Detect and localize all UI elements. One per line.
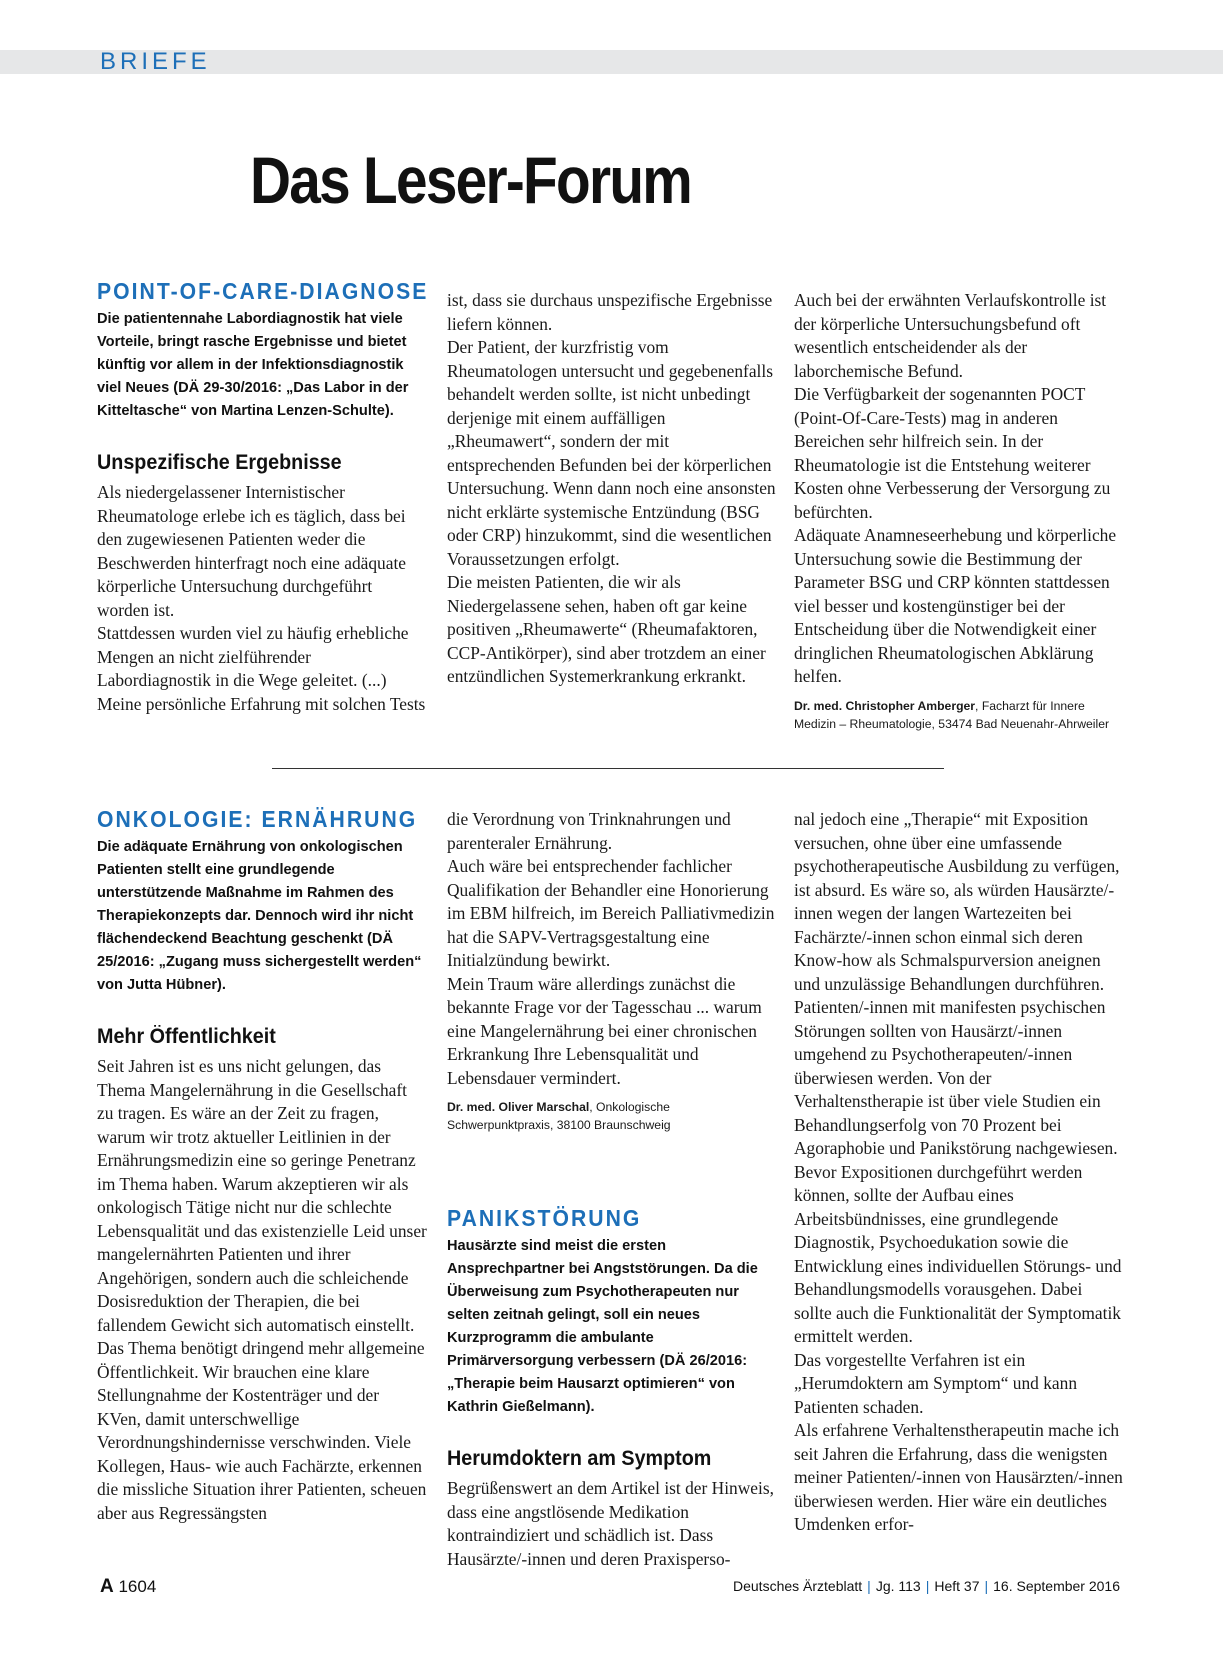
paragraph: die Verordnung von Trinknahrungen und parenteraler Ernährung. xyxy=(447,809,731,853)
article-3-subhead: Herumdoktern am Symptom xyxy=(447,1447,712,1470)
paragraph: Auch wäre bei entsprechender fachlicher Qualifikation der Behandler eine Honorierung im EBM hilfreich, im Bereich Palliativmedizin hat die SAPV-Vertragsgestaltung eine Initialzündung bewirkt. xyxy=(447,856,775,970)
article-3-column-3 xyxy=(794,808,1124,1537)
journal-name: Deutsches Ärzteblatt xyxy=(733,1578,863,1594)
article-2-column-1 xyxy=(97,804,427,1525)
page-number xyxy=(100,1576,156,1598)
article-2-intro: Die adäquate Ernährung von onkologischen Patienten stellt eine grundlegende unterstützende Maßnahme im Rahmen des Therapiekonzepts dar. Dennoch wird ihr nicht flächendeckend Beachtung geschenkt (DÄ 25/2016: „Zugang muss sichergestellt werden“ von Jutta Hübner). xyxy=(97,839,422,993)
article-1-intro: Die patientennahe Labordiagnostik hat viele Vorteile, bringt rasche Ergebnisse und bietet künftig vor allem in der Infektionsdiagnostik viel Neues (DÄ 29-30/2016: „Das Labor in der Kitteltasche“ von Martina Lenzen-Schulte). xyxy=(97,311,409,419)
signature-name: Dr. med. Oliver Marschal xyxy=(447,1100,590,1114)
paragraph: Als erfahrene Verhaltenstherapeutin mache ich seit Jahren die Erfahrung, dass die wenigsten meiner Patienten/-innen von Hausärzten/-innen überwiesen werden. Hier wäre ein deutliches Umdenken erfor- xyxy=(794,1420,1123,1534)
paragraph: Die meisten Patienten, die wir als Niedergelassene sehen, haben oft gar keine positiven „Rheumawerte“ (Rheumafaktoren, CCP-Antikörper), sind aber trotzdem an einer entzündlichen Systemerkrankung erkrankt. xyxy=(447,572,766,686)
paragraph: Adäquate Anamneseerhebung und körperliche Untersuchung sowie die Bestimmung der Parameter BSG und CRP könnten stattdessen viel besser und kostengünstiger bei der Entscheidung über die Notwendigkeit einer dringlichen Rheumatologischen Abklärung helfen. xyxy=(794,525,1117,686)
signature-name: Dr. med. Christopher Amberger xyxy=(794,698,976,713)
article-3-topic: PANIKSTÖRUNG xyxy=(447,1205,642,1231)
separator: | xyxy=(925,1578,930,1594)
paragraph: nal jedoch eine „Therapie“ mit Exposition versuchen, ohne über eine umfassende psychotherapeutische Ausbildung zu verfügen, ist absurd. Es wäre so, als würden Hausärzte/-innen wegen der langen Wartezeiten bei Fachärzte/-innen schon einmal sich deren Know-how als Schmalspurversion aneignen und unzulässige Behandlungen durchführen. xyxy=(794,809,1120,994)
journal-date: 16. September 2016 xyxy=(993,1578,1120,1594)
paragraph: Die Verfügbarkeit der sogenannten POCT (Point-Of-Care-Tests) mag in anderen Bereichen sehr hilfreich sein. In der Rheumatologie ist die Entstehung weiterer Kosten ohne Verbesserung der Versorgung zu befürchten. xyxy=(794,384,1111,522)
paragraph: Das vorgestellte Verfahren ist ein „Herumdoktern am Symptom“ und kann Patienten schaden. xyxy=(794,1349,1078,1417)
signature-affiliation: , Onkologische Schwerpunktpraxis, 38100 Braunschweig xyxy=(447,1100,671,1132)
journal-volume: Jg. 113 xyxy=(875,1578,921,1594)
paragraph: Auch bei der erwähnten Verlaufskontrolle ist der körperliche Untersuchungsbefund oft wesentlich entscheidender als der laborchemische Befund. xyxy=(794,290,1107,381)
article-3-intro: Hausärzte sind meist die ersten Ansprechpartner bei Angststörungen. Da die Überweisung zum Psychotherapeuten nur selten zeitnah gelingt, soll ein neues Kurzprogramm die ambulante Primärversorgung verbessern (DÄ 26/2016: „Therapie beim Hausarzt optimieren“ von Kathrin Gießelmann). xyxy=(447,1238,758,1415)
article-2-topic: ONKOLOGIE: ERNÄHRUNG xyxy=(97,806,418,832)
article-divider xyxy=(272,768,944,769)
paragraph: Das Thema benötigt dringend mehr allgemeine Öffentlichkeit. Wir brauchen eine klare Stellungnahme der Kostenträger und der KVen, damit unterschwellige Verordnungshindernisse verschwinden. Viele Kollegen, Haus- wie auch Fachärzte, erkennen die missliche Situation ihrer Patienten, scheuen aber aus Regressängsten xyxy=(97,1338,427,1523)
paragraph: ist, dass sie durchaus unspezifische Ergebnisse liefern können. xyxy=(447,290,773,334)
paragraph: Als niedergelassener Internistischer Rheumatologe erlebe ich es täglich, dass bei den zugewiesenen Patienten weder die Beschwerden hinterfragt noch eine adäquate körperliche Untersuchung durchgeführt worden ist. xyxy=(97,482,407,620)
page-letter: A xyxy=(100,1576,114,1597)
article-2-column-2 xyxy=(447,808,777,1134)
article-1-column-1 xyxy=(97,276,427,716)
paragraph: Begrüßenswert an dem Artikel ist der Hinweis, dass eine angstlösende Medikation kontraindiziert und schädlich ist. Dass Hausärzte/-innen und deren Praxisperso- xyxy=(447,1478,774,1569)
article-1-column-3 xyxy=(794,289,1124,733)
journal-info xyxy=(733,1578,1120,1594)
paragraph: Der Patient, der kurzfristig vom Rheumatologen untersucht und gegebenenfalls behandelt werden sollte, ist nicht unbedingt derjenige mit einem auffälligen „Rheumawert“, sondern der mit entsprechenden Befunden bei der körperlichen Untersuchung. Wenn dann noch eine ansonsten nicht erklärte systemische Entzündung (BSG oder CRP) hinzukommt, sind die wesentlichen Voraussetzungen erfolgt. xyxy=(447,337,776,569)
article-1-subhead: Unspezifische Ergebnisse xyxy=(97,451,342,474)
article-2-subhead: Mehr Öffentlichkeit xyxy=(97,1025,276,1048)
page-title: Das Leser-Forum xyxy=(250,143,692,217)
separator: | xyxy=(867,1578,871,1594)
journal-issue: Heft 37 xyxy=(934,1578,980,1594)
paragraph: Seit Jahren ist es uns nicht gelungen, das Thema Mangelernährung in die Gesellschaft zu tragen. Es wäre an der Zeit zu fragen, warum wir trotz aktueller Leitlinien in der Ernährungsmedizin eine so geringe Penetranz im Thema haben. Warum akzeptieren wir als onkologisch Tätige nicht nur die schlechte Lebensqualität und das existenzielle Leid unser mangelernährten Patienten und ihrer Angehörigen, sondern auch die schleichende Dosisreduktion der Therapien, die bei fallendem Gewicht sich automatisch einstellt. xyxy=(97,1056,427,1335)
article-1-topic: POINT-OF-CARE-DIAGNOSE xyxy=(97,278,429,304)
article-3-column-2 xyxy=(447,1203,777,1571)
article-1-signature xyxy=(794,697,1124,733)
paragraph: Stattdessen wurden viel zu häufig erhebliche Mengen an nicht zielführender Labordiagnostik in die Wege geleitet. (...) Meine persönliche Erfahrung mit solchen Tests xyxy=(97,623,426,714)
paragraph: Patienten/-innen mit manifesten psychischen Störungen sollten von Hausärzt/-innen umgehend zu Psychotherapeuten/-innen überwiesen werden. Von der Verhaltenstherapie ist über viele Studien ein Behandlungserfolg von 70 Prozent bei Agoraphobie und Panikstörung nachgewiesen. Bevor Expositionen durchgeführt werden können, sollte der Aufbau eines Arbeitsbündnisses, eine grundlegende Diagnostik, Psychoedukation sowie die Entwicklung eines individuellen Störungs- und Behandlungsmodells vorausgehen. Dabei sollte auch die Funktionalität der Symptomatik ermittelt werden. xyxy=(794,997,1122,1346)
page-number-value: 1604 xyxy=(118,1577,157,1596)
article-1-column-2 xyxy=(447,289,777,689)
paragraph: Mein Traum wäre allerdings zunächst die bekannte Frage vor der Tagesschau ... warum eine Mangelernährung bei einer chronischen Erkrankung Ihre Lebensqualität und Lebensdauer vermindert. xyxy=(447,973,762,1088)
article-2-signature xyxy=(447,1098,777,1134)
section-label: BRIEFE xyxy=(100,48,211,75)
signature-affiliation: , Facharzt für Innere Medizin – Rheumatologie, 53474 Bad Neuenahr-Ahrweiler xyxy=(794,698,1110,731)
separator: | xyxy=(984,1578,989,1594)
